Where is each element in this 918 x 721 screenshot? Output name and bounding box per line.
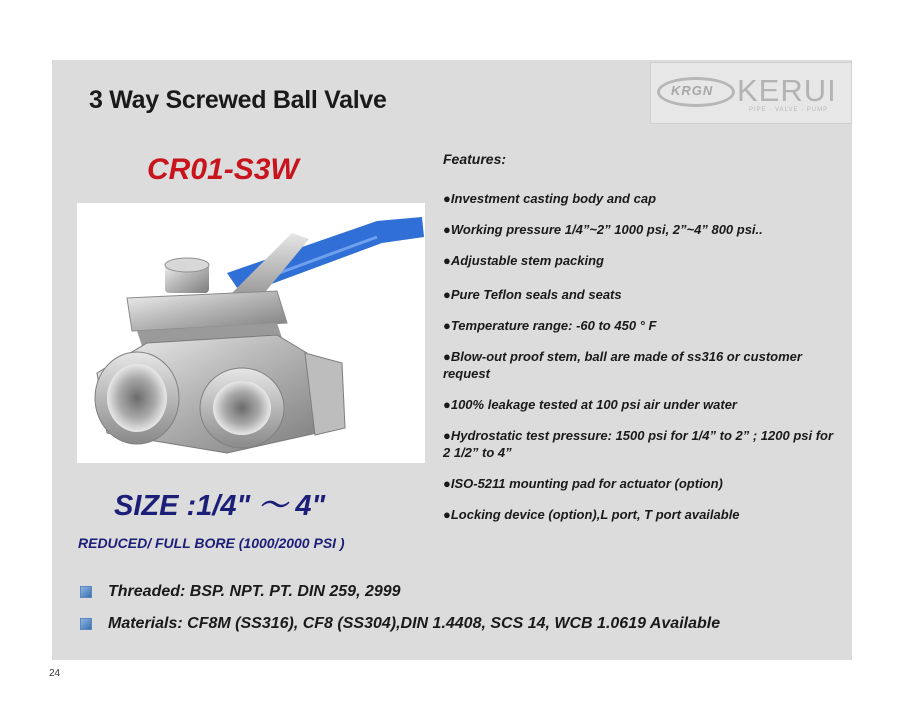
feature-item: ●Investment casting body and cap <box>443 191 657 206</box>
feature-item: ●Pure Teflon seals and seats <box>443 287 622 302</box>
slide-panel <box>52 60 852 660</box>
feature-item: ●Locking device (option),L port, T port available <box>443 507 740 522</box>
logo-mark: KRGN <box>671 83 714 98</box>
feature-item: ●100% leakage tested at 100 psi air under water <box>443 397 737 412</box>
feature-item: ●Temperature range: -60 to 450 ° F <box>443 318 657 333</box>
spec-bullet-text: Materials: CF8M (SS316), CF8 (SS304),DIN 1.4408, SCS 14, WCB 1.0619 Available <box>108 615 721 632</box>
bore-rating: REDUCED/ FULL BORE (1000/2000 PSI ) <box>78 535 345 551</box>
model-number: CR01-S3W <box>147 153 299 186</box>
feature-item: ●Working pressure 1/4”~2” 1000 psi, 2”~4” 800 psi.. <box>443 222 763 237</box>
spec-bullet-text: Threaded: BSP. NPT. PT. DIN 259, 2999 <box>108 583 401 600</box>
feature-item: ●ISO-5211 mounting pad for actuator (option) <box>443 476 723 491</box>
feature-item: ●Blow-out proof stem, ball are made of ss316 or customer request <box>443 349 802 381</box>
feature-item: ●Adjustable stem packing <box>443 253 605 268</box>
square-bullet-icon <box>80 586 92 598</box>
company-logo <box>650 62 852 124</box>
spec-bullet <box>80 583 780 603</box>
square-bullet-icon <box>80 618 92 630</box>
ball-valve-photo <box>77 203 425 463</box>
page-number: 24 <box>49 668 61 679</box>
feature-item: ●Hydrostatic test pressure: 1500 psi for 1/4” to 2” ; 1200 psi for 2 1/2” to 4” <box>443 428 834 460</box>
logo-tagline: PIPE · VALVE · PUMP <box>749 107 829 113</box>
size-range: SIZE :1/4" ～ 4" <box>114 490 326 522</box>
slide-title: 3 Way Screwed Ball Valve <box>89 86 387 114</box>
features-heading: Features: <box>443 151 507 167</box>
ball-valve-icon <box>77 203 425 463</box>
spec-bullet <box>80 615 780 635</box>
logo-wordmark: KERUI <box>737 73 837 108</box>
